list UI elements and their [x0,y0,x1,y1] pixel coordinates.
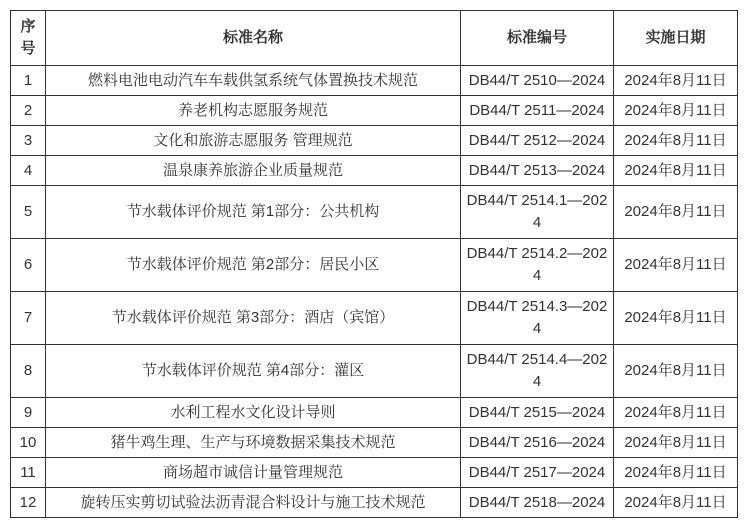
cell-name: 节水载体评价规范 第1部分：公共机构 [46,186,461,239]
header-name: 标准名称 [46,11,461,66]
cell-name: 文化和旅游志愿服务 管理规范 [46,126,461,156]
cell-index: 3 [11,126,46,156]
table-body [11,66,738,518]
cell-code: DB44/T 2514.4—2024 [461,345,614,398]
standards-table [10,10,738,518]
cell-date: 2024年8月11日 [614,458,738,488]
cell-index: 9 [11,398,46,428]
cell-name: 温泉康养旅游企业质量规范 [46,156,461,186]
cell-name: 节水载体评价规范 第4部分：灌区 [46,345,461,398]
cell-name: 节水载体评价规范 第3部分：酒店（宾馆） [46,292,461,345]
cell-date: 2024年8月11日 [614,66,738,96]
cell-date: 2024年8月11日 [614,186,738,239]
cell-name: 商场超市诚信计量管理规范 [46,458,461,488]
cell-date: 2024年8月11日 [614,126,738,156]
cell-code: DB44/T 2512—2024 [461,126,614,156]
cell-index: 11 [11,458,46,488]
cell-index: 10 [11,428,46,458]
table-row [11,292,738,345]
table-row [11,186,738,239]
table-row [11,126,738,156]
cell-date: 2024年8月11日 [614,239,738,292]
cell-name: 猪牛鸡生理、生产与环境数据采集技术规范 [46,428,461,458]
header-index: 序号 [11,11,46,66]
cell-code: DB44/T 2516—2024 [461,428,614,458]
table-row [11,488,738,518]
table-row [11,345,738,398]
cell-index: 7 [11,292,46,345]
table-row [11,239,738,292]
table-row [11,398,738,428]
cell-code: DB44/T 2514.1—2024 [461,186,614,239]
cell-name: 节水载体评价规范 第2部分：居民小区 [46,239,461,292]
table-row [11,96,738,126]
cell-code: DB44/T 2513—2024 [461,156,614,186]
cell-name: 燃料电池电动汽车车载供氢系统气体置换技术规范 [46,66,461,96]
cell-index: 6 [11,239,46,292]
cell-code: DB44/T 2517—2024 [461,458,614,488]
cell-index: 5 [11,186,46,239]
cell-name: 养老机构志愿服务规范 [46,96,461,126]
cell-code: DB44/T 2514.3—2024 [461,292,614,345]
cell-date: 2024年8月11日 [614,292,738,345]
header-code: 标准编号 [461,11,614,66]
table-row [11,156,738,186]
cell-code: DB44/T 2510—2024 [461,66,614,96]
cell-code: DB44/T 2515—2024 [461,398,614,428]
cell-code: DB44/T 2518—2024 [461,488,614,518]
cell-date: 2024年8月11日 [614,488,738,518]
cell-code: DB44/T 2514.2—2024 [461,239,614,292]
table-header [11,11,738,66]
cell-date: 2024年8月11日 [614,428,738,458]
cell-name: 水利工程水文化设计导则 [46,398,461,428]
cell-name: 旋转压实剪切试验法沥青混合料设计与施工技术规范 [46,488,461,518]
cell-date: 2024年8月11日 [614,96,738,126]
cell-date: 2024年8月11日 [614,156,738,186]
cell-index: 8 [11,345,46,398]
table-row [11,458,738,488]
header-row [11,11,738,66]
cell-index: 2 [11,96,46,126]
table-row [11,66,738,96]
table-row [11,428,738,458]
cell-index: 1 [11,66,46,96]
cell-code: DB44/T 2511—2024 [461,96,614,126]
header-date: 实施日期 [614,11,738,66]
cell-date: 2024年8月11日 [614,345,738,398]
cell-index: 4 [11,156,46,186]
cell-index: 12 [11,488,46,518]
cell-date: 2024年8月11日 [614,398,738,428]
